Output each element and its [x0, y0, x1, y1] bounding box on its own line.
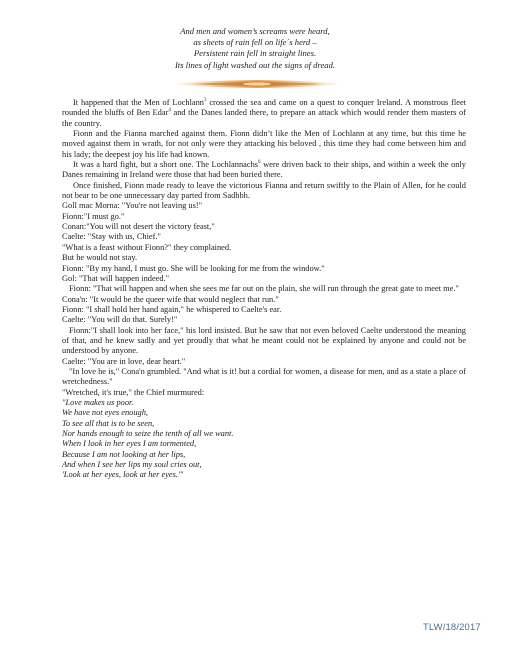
dialogue-line: But he would not stay.	[62, 253, 138, 263]
paragraph: It happened that the Men of Lochlann$^3$ crossed the sea and came on a quest to conquer Ireland. A monstrous fleet rounded the bluffs of Ben Edar$^4$ and the Danes landed there, to prepare an attack which would render them masters of the country.	[62, 98, 466, 128]
story-body	[62, 98, 466, 481]
dialogue-line: Goll mac Morna: "You're not leaving us!"	[62, 201, 203, 211]
epigraph-line: And men and women’s screams were heard,	[180, 26, 330, 36]
dialogue-line: Conan:"You will not desert the victory feast,"	[62, 222, 215, 232]
epigraph-line: as sheets of rain fell on life´s herd –	[193, 37, 317, 48]
dialogue-line: Caelte: "You will do that. Surely!"	[62, 315, 178, 325]
dialogue-line: Fionn:"I must go."	[62, 211, 125, 221]
dialogue-line: Fionn: "I shall hold her hand again," he whispered to Caelte's ear.	[62, 304, 282, 314]
poem-line: 'Look at her eyes, look at her eyes.'"	[62, 470, 184, 480]
dialogue-line: Gol: "That will happen indeed."	[62, 273, 170, 283]
dialogue-line: "What is a feast without Fionn?" they complained.	[62, 242, 232, 252]
paragraph: Fionn:"I shall look into her face," his lord insisted. But he saw that not even beloved Caelte understood the meaning of that, and he knew sadly and yet proudly that what he meant could not be explained by anyone and could not be understood by anyone.	[62, 325, 466, 356]
paragraph: Fionn and the Fianna marched against them. Fionn didn’t like the Men of Lochlann at any time, but this time he moved against them in wrath, for not only were they attacking his beloved , this time they had come between him and his lady; the deepest joy his life had known.	[62, 129, 466, 159]
poem-line: And when I see her lips my soul cries out,	[62, 460, 202, 470]
poem-line: When I look in her eyes I am tormented,	[62, 439, 197, 449]
dialogue-line: "Wretched, it's true," the Chief murmured:	[62, 387, 205, 397]
epigraph-line: Its lines of light washed out the signs of dread.	[174, 59, 336, 70]
epigraph-line: Persistent rain fell in straight lines.	[193, 48, 317, 59]
dialogue-line: Cona'n: "It would be the queer wife that would neglect that run."	[62, 294, 279, 304]
dialogue-line: Fionn: "By my hand, I must go. She will be looking for me from the window."	[62, 263, 325, 273]
poem-line: "Love makes us poor.	[62, 397, 134, 407]
poem-line: Nor hands enough to seize the tenth of all we want.	[62, 429, 234, 438]
poem-line: Because I am not looking at her lips,	[62, 449, 186, 459]
gold-swash-divider-icon	[172, 79, 342, 89]
dialogue-line: Caelte: "You are in love, dear heart."	[62, 356, 186, 366]
epigraph	[0, 26, 510, 71]
dialogue-line: Caelte: "Stay with us, Chief."	[62, 232, 161, 242]
poem	[62, 398, 466, 481]
paragraph: Once finished, Fionn made ready to leave the victorious Fianna and return swiftly to the Plain of Allen, for he could not bear to be one unnecessary day parted from Sadhbh.	[62, 180, 466, 201]
poem-line: To see all that is to be seen,	[62, 418, 155, 428]
paragraph: It was a hard fight, but a short one. The Lochlannachs$^6$ were driven back to their ships, and within a week the only Danes remaining in Ireland were those that had been buried there.	[62, 160, 466, 180]
poem-line: We have not eyes enough,	[62, 408, 148, 418]
paragraph: Fionn: "That will happen and when she sees me far out on the plain, she will run through the great gate to meet me."	[69, 284, 459, 294]
paragraph: "In love he is," Cona'n grumbled. "And what is it! but a cordial for women, a disease for men, and as a state a place of wretchedness."	[62, 366, 466, 387]
document-code: TLW/18/2017	[423, 621, 481, 632]
